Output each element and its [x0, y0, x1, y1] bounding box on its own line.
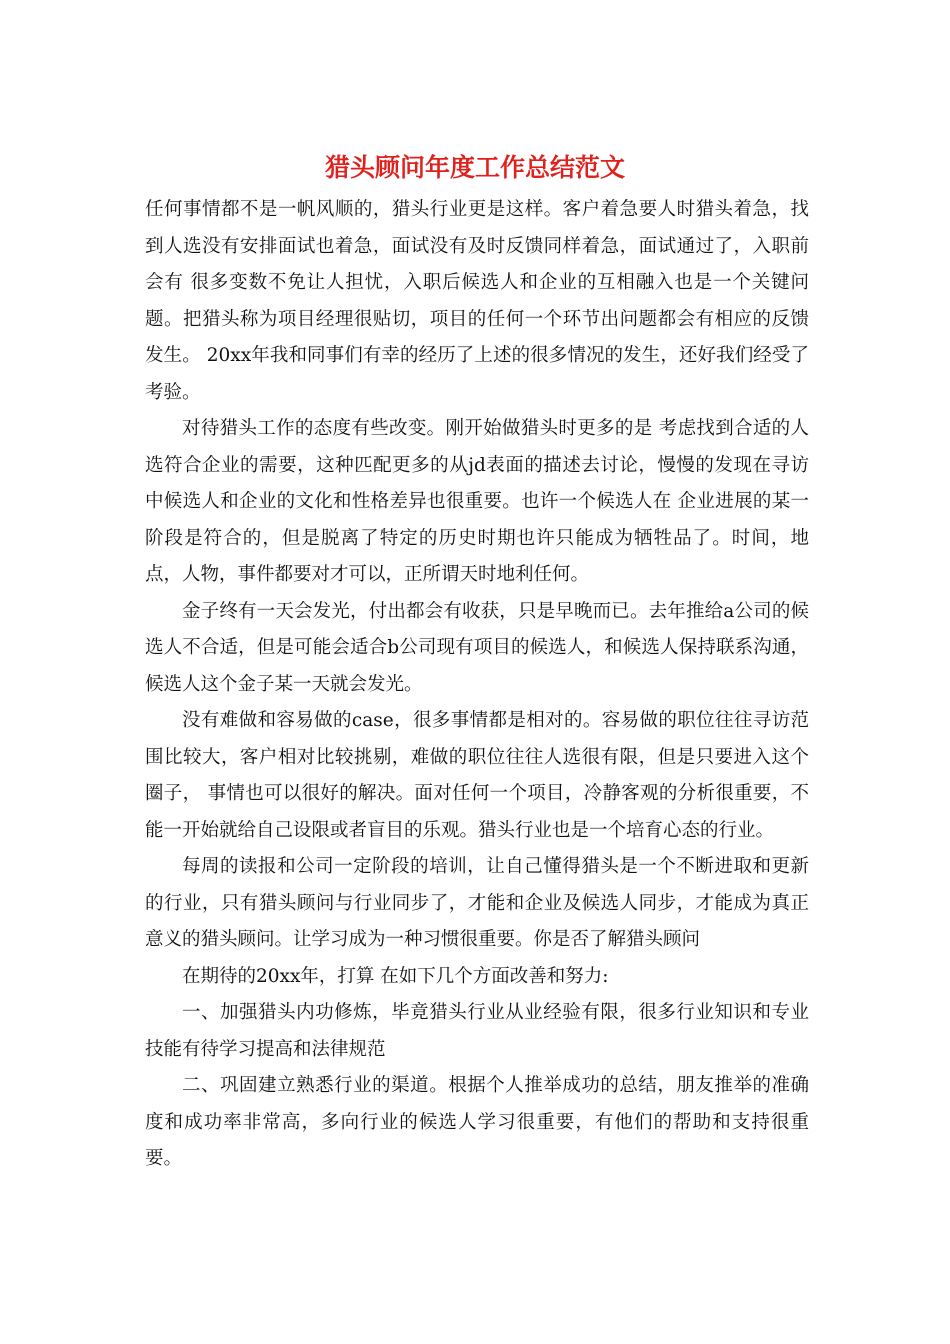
paragraph: 对待猎头工作的态度有些改变。刚开始做猎头时更多的是 考虑找到合适的人选符合企业的需要，这种匹配更多的从jd表面的描述去讨论，慢慢的发现在寻访中候选人和企业的文化和性格差异也很重要。也许一个候选人在 企业进展的某一阶段是符合的，但是脱离了特定的历史时期也许只能成为牺牲品了。时间，地点，人物，事件都要对才可以，正所谓天时地利任何。	[145, 418, 809, 585]
paragraph: 金子终有一天会发光，付出都会有收获，只是早晚而已。去年推给a公司的候选人不合适，但是可能会适合b公司现有项目的候选人，和候选人保持联系沟通，候选人这个金子某一天就会发光。	[145, 600, 809, 695]
paragraph: 每周的读报和公司一定阶段的培训，让自己懂得猎头是一个不断进取和更新的行业，只有猎头顾问与行业同步了，才能和企业及候选人同步，才能成为真正意义的猎头顾问。让学习成为一种习惯很重要。你是否了解猎头顾问	[145, 856, 809, 950]
paragraph: 任何事情都不是一帆风顺的，猎头行业更是这样。客户着急要人时猎头着急，找到人选没有安排面试也着急，面试没有及时反馈同样着急，面试通过了，入职前会有 很多变数不免让人担忧，入职后候选人和企业的互相融入也是一个关键问题。把猎头称为项目经理很贴切，项目的任何一个环节出问题都会有相应的反馈发生。 20xx年我和同事们有幸的经历了上述的很多情况的发生，还好我们经受了考验。	[145, 199, 809, 403]
document-title: 猎头顾问年度工作总结范文	[324, 153, 625, 182]
document-body	[145, 192, 809, 1178]
paragraph: 没有难做和容易做的case，很多事情都是相对的。容易做的职位往往寻访范围比较大，客户相对比较挑剔，难做的职位往往人选很有限，但是只要进入这个圈子， 事情也可以很好的解决。面对任何一个项目，冷静客观的分析很重要，不能一开始就给自己设限或者盲目的乐观。猎头行业也是一个培育心态的行业。	[145, 710, 809, 841]
paragraph: 在期待的20xx年，打算 在如下几个方面改善和努力:	[182, 965, 609, 987]
paragraph: 一、加强猎头内功修炼，毕竟猎头行业从业经验有限，很多行业知识和专业技能有待学习提高和法律规范	[145, 1002, 809, 1060]
paragraph: 二、巩固建立熟悉行业的渠道。根据个人推举成功的总结，朋友推举的准确度和成功率非常高，多向行业的候选人学习很重要，有他们的帮助和支持很重要。	[145, 1075, 809, 1169]
